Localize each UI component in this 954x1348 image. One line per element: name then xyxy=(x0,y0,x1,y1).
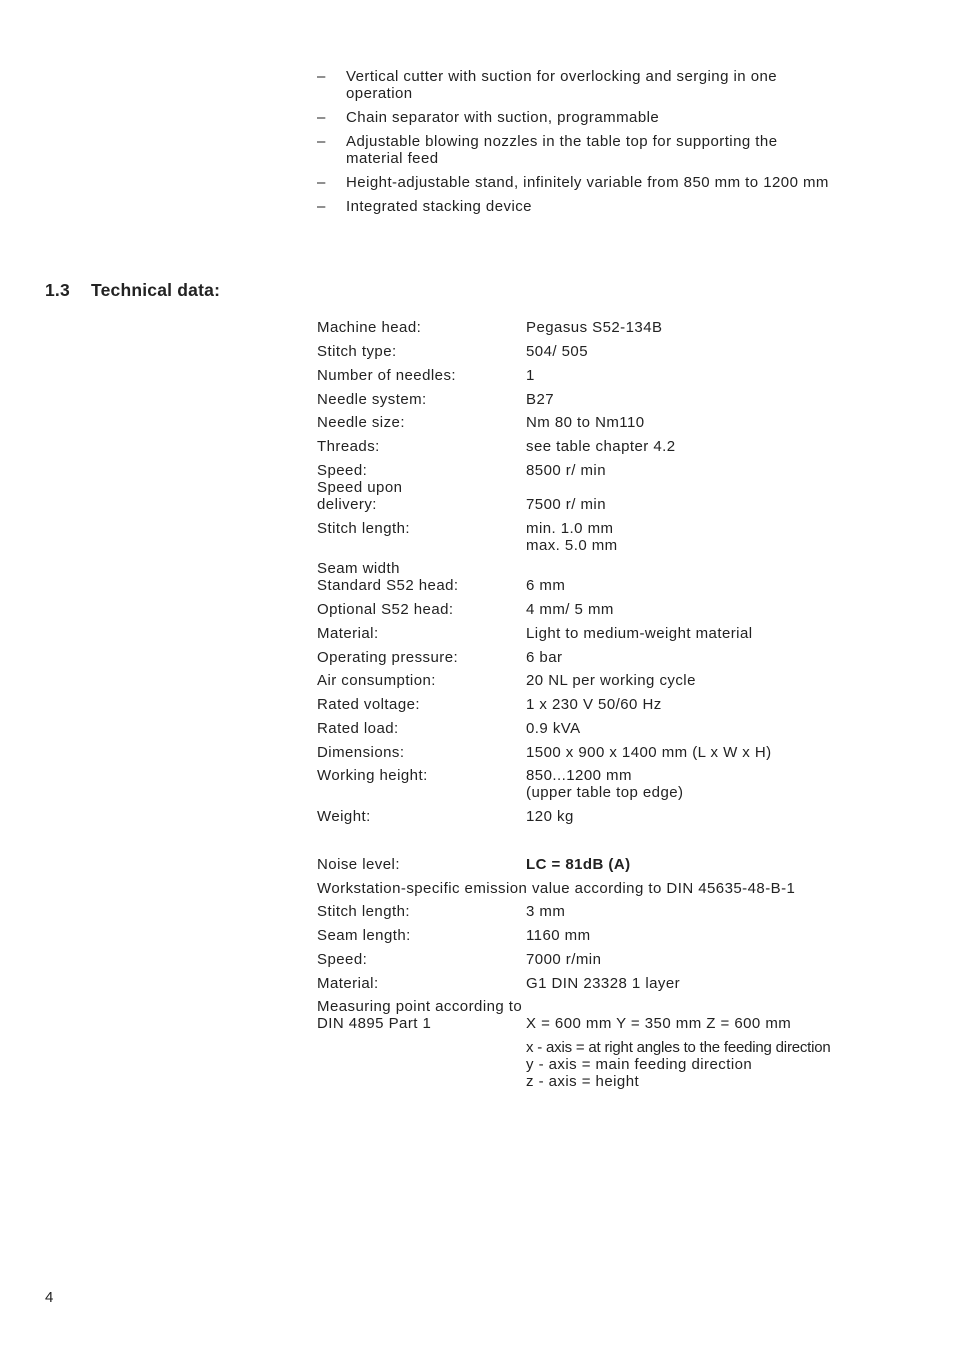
list-item xyxy=(317,198,837,215)
emission-text: Workstation-specific emission value according to DIN 45635-48-B-1 xyxy=(317,880,796,897)
feature-text: Integrated stacking device xyxy=(346,198,532,215)
spec-label: Material: xyxy=(317,625,379,642)
spec-value: 120 kg xyxy=(526,808,574,825)
spec-value: 8500 r/ min xyxy=(526,462,606,479)
spec-label: Needle size: xyxy=(317,414,405,431)
list-item xyxy=(317,109,837,126)
spec-label: Stitch length: xyxy=(317,520,411,537)
spec-label: Air consumption: xyxy=(317,672,436,689)
spec-label: Seam width xyxy=(317,560,400,577)
section-number: 1.3 xyxy=(45,280,70,300)
spec-label: Speed upon xyxy=(317,479,403,496)
spec-label: Optional S52 head: xyxy=(317,601,454,618)
spec-label: delivery: xyxy=(317,496,377,513)
spec-label: Speed: xyxy=(317,462,368,479)
emission-note xyxy=(317,880,795,897)
noise-value: 3 mm xyxy=(526,903,566,920)
spec-value: max. 5.0 mm xyxy=(526,537,618,554)
dash-icon: – xyxy=(317,68,326,85)
spec-value: 6 mm xyxy=(526,577,566,594)
section-title: Technical data: xyxy=(91,280,221,300)
dash-icon: – xyxy=(317,133,326,150)
feature-text: Vertical cutter with suction for overlocking and serging in one operation xyxy=(346,68,778,102)
spec-label: Needle system: xyxy=(317,391,427,408)
noise-label: Noise level: xyxy=(317,856,400,873)
spec-value: 850...1200 mm xyxy=(526,767,632,784)
feature-text: Chain separator with suction, programmable xyxy=(346,109,660,126)
axis-text: y - axis = main feeding direction xyxy=(526,1056,753,1073)
spec-label: Weight: xyxy=(317,808,371,825)
spec-value: Light to medium-weight material xyxy=(526,625,753,642)
feature-list xyxy=(317,68,837,222)
spec-label: Operating pressure: xyxy=(317,649,459,666)
noise-value: G1 DIN 23328 1 layer xyxy=(526,975,681,992)
dash-icon: – xyxy=(317,109,326,126)
spec-label: Dimensions: xyxy=(317,744,405,761)
spec-value: B27 xyxy=(526,391,555,408)
noise-value: LC = 81dB (A) xyxy=(526,856,631,873)
noise-label: DIN 4895 Part 1 xyxy=(317,1015,432,1032)
noise-label: Measuring point according to xyxy=(317,998,523,1015)
noise-value: 1160 mm xyxy=(526,927,591,944)
axis-text: z - axis = height xyxy=(526,1073,640,1090)
noise-label: Material: xyxy=(317,975,379,992)
spec-label: Stitch type: xyxy=(317,343,397,360)
spec-value: see table chapter 4.2 xyxy=(526,438,676,455)
noise-label: Stitch length: xyxy=(317,903,411,920)
spec-value: Pegasus S52-134B xyxy=(526,319,663,336)
spec-value: 0.9 kVA xyxy=(526,720,581,737)
spec-value: 1500 x 900 x 1400 mm (L x W x H) xyxy=(526,744,772,761)
spec-label: Standard S52 head: xyxy=(317,577,459,594)
spec-value: 1 xyxy=(526,367,535,384)
spec-value: Nm 80 to Nm110 xyxy=(526,414,645,431)
noise-label: Speed: xyxy=(317,951,368,968)
spec-value: (upper table top edge) xyxy=(526,784,684,801)
spec-label: Rated load: xyxy=(317,720,399,737)
list-item xyxy=(317,68,837,102)
spec-label: Working height: xyxy=(317,767,428,784)
spec-value: 4 mm/ 5 mm xyxy=(526,601,614,618)
spec-value: 7500 r/ min xyxy=(526,496,606,513)
spec-label: Threads: xyxy=(317,438,380,455)
spec-value: 504/ 505 xyxy=(526,343,588,360)
section-heading xyxy=(45,280,220,301)
noise-label: Seam length: xyxy=(317,927,411,944)
page-number: 4 xyxy=(45,1289,54,1306)
list-item xyxy=(317,133,837,167)
spec-label: Rated voltage: xyxy=(317,696,421,713)
spec-value: min. 1.0 mm xyxy=(526,520,614,537)
dash-icon: – xyxy=(317,198,326,215)
noise-value: 7000 r/min xyxy=(526,951,602,968)
feature-text: Adjustable blowing nozzles in the table top for supporting the material feed xyxy=(346,133,778,167)
feature-text: Height-adjustable stand, infinitely variable from 850 mm to 1200 mm xyxy=(346,174,829,191)
spec-label: Number of needles: xyxy=(317,367,457,384)
spec-value: 6 bar xyxy=(526,649,563,666)
spec-value: 20 NL per working cycle xyxy=(526,672,696,689)
spec-label: Machine head: xyxy=(317,319,422,336)
list-item xyxy=(317,174,837,191)
axis-text: x - axis = at right angles to the feeding direction xyxy=(526,1039,831,1056)
dash-icon: – xyxy=(317,174,326,191)
noise-value: X = 600 mm Y = 350 mm Z = 600 mm xyxy=(526,1015,792,1032)
spec-value: 1 x 230 V 50/60 Hz xyxy=(526,696,662,713)
